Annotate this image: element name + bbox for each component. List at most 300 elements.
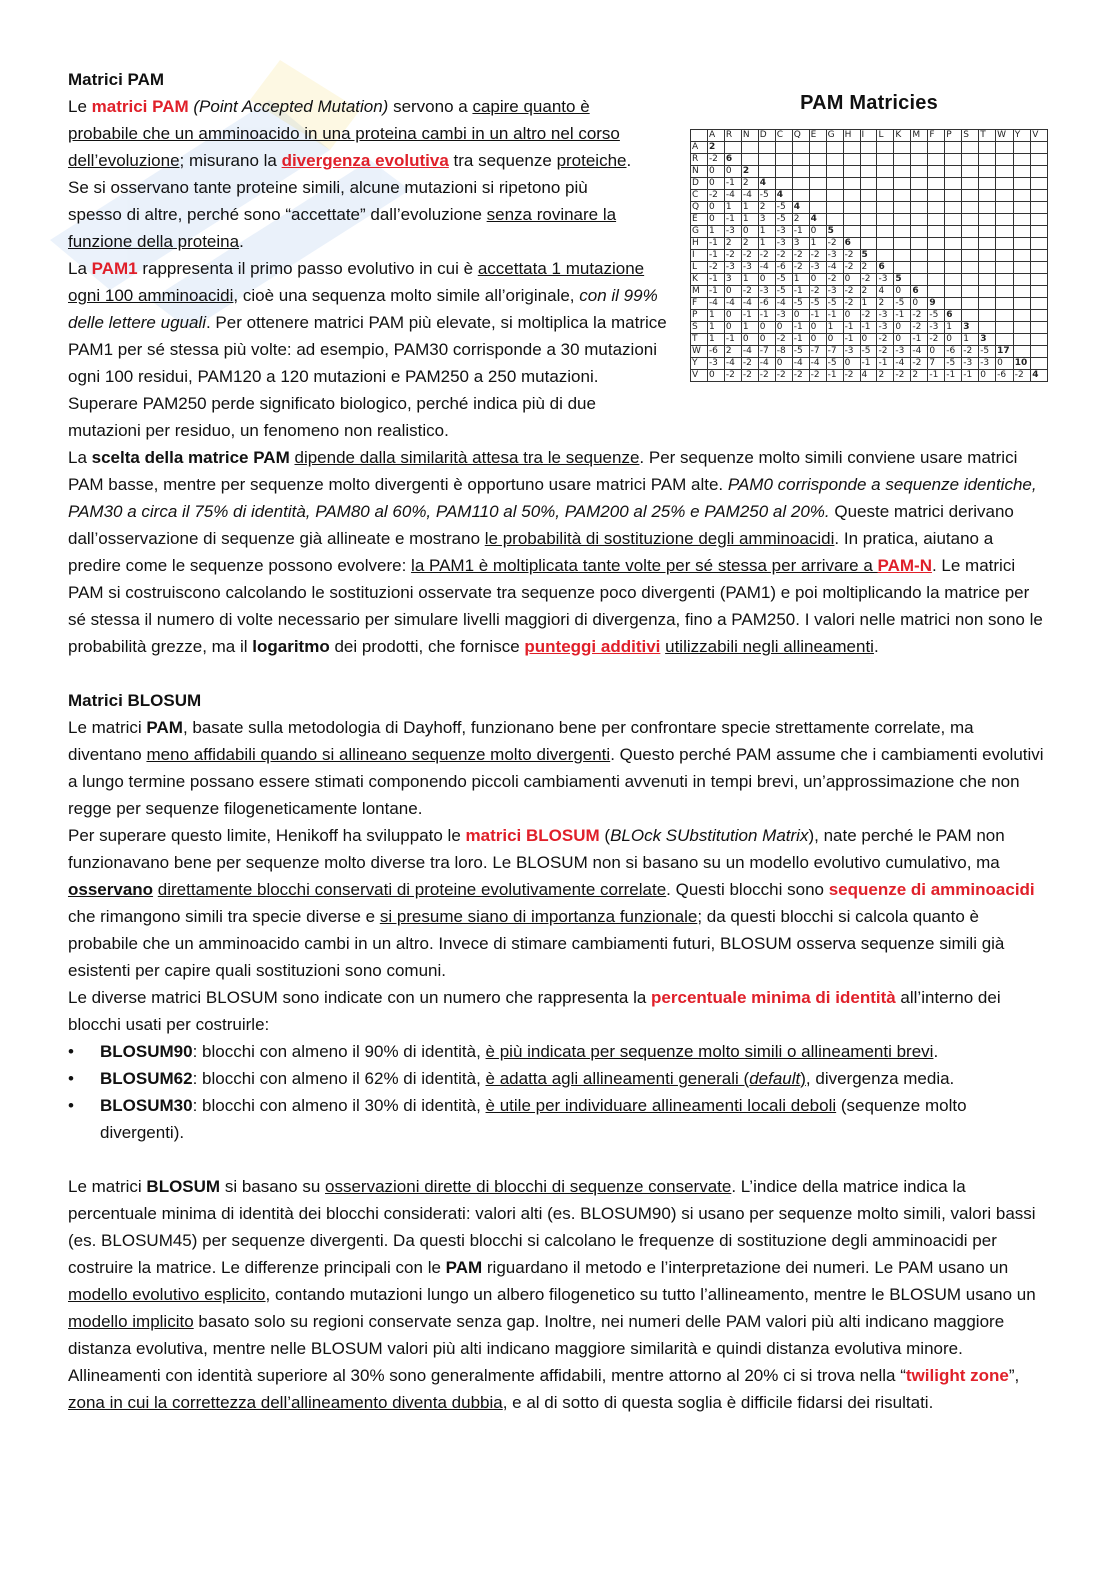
matrix-cell: -2 — [843, 370, 860, 382]
matrix-cell: -1 — [792, 334, 809, 346]
row-header: S — [691, 322, 708, 334]
matrix-cell — [979, 154, 996, 166]
matrix-cell — [826, 214, 843, 226]
matrix-cell — [894, 142, 911, 154]
pam1-paragraph: La PAM1 rappresenta il primo passo evolutivo in cui è accettata 1 mutazione ogni 100 amminoacidi, cioè una sequenza molto simile all’originale, con il 99% delle lettere uguali. Per ottenere matrici PAM più elevate, si moltiplica la matrice PAM1 per sé stessa più volte: ad esempio, PAM30 corrisponde a 30 mutazioni ogni 100 residui, PAM120 a 120 mutazioni e PAM250 a 250 mutazioni. Superare PAM250 perde significato biologico, perché indica più di due mutazioni per residuo, un fenomeno non realistico. — [68, 259, 667, 440]
matrix-cell — [877, 214, 894, 226]
column-header: H — [843, 130, 860, 142]
matrix-cell: 3 — [979, 334, 996, 346]
matrix-cell — [928, 238, 945, 250]
matrix-cell — [1031, 262, 1048, 274]
table-row — [691, 286, 1048, 298]
matrix-cell — [1013, 250, 1031, 262]
matrix-cell — [1013, 202, 1031, 214]
matrix-cell: -2 — [707, 154, 724, 166]
matrix-cell — [1013, 298, 1031, 310]
matrix-cell — [928, 274, 945, 286]
matrix-cell: 0 — [911, 298, 928, 310]
matrix-cell: -2 — [843, 286, 860, 298]
matrix-cell: 1 — [707, 310, 724, 322]
matrix-cell: -2 — [741, 286, 758, 298]
column-header: D — [758, 130, 775, 142]
matrix-cell: 2 — [707, 142, 724, 154]
matrix-cell — [894, 166, 911, 178]
matrix-cell: 6 — [945, 310, 962, 322]
matrix-cell — [1031, 298, 1048, 310]
row-header: F — [691, 298, 708, 310]
column-header: C — [775, 130, 792, 142]
row-header: L — [691, 262, 708, 274]
matrix-cell — [911, 178, 928, 190]
matrix-cell: -4 — [911, 346, 928, 358]
matrix-cell — [928, 178, 945, 190]
matrix-cell — [809, 142, 826, 154]
matrix-cell — [962, 298, 979, 310]
matrix-cell — [945, 226, 962, 238]
list-item: • BLOSUM30: blocchi con almeno il 30% di identità, è utile per individuare allineamenti locali deboli (sequenze molto divergenti). — [100, 1092, 1048, 1146]
matrix-cell: -6 — [707, 346, 724, 358]
matrix-cell: 6 — [911, 286, 928, 298]
matrix-cell: -3 — [843, 346, 860, 358]
matrix-cell: -3 — [826, 250, 843, 262]
matrix-cell: 1 — [741, 202, 758, 214]
matrix-cell — [911, 238, 928, 250]
row-header: A — [691, 142, 708, 154]
matrix-cell — [877, 250, 894, 262]
list-item: • BLOSUM62: blocchi con almeno il 62% di identità, è adatta agli allineamenti generali (default), divergenza media. — [100, 1065, 1048, 1092]
blosum-intro-paragraph: Le matrici PAM, basate sulla metodologia di Dayhoff, funzionano bene per confrontare specie strettamente correlate, ma diventano meno affidabili quando si allineano sequenze molto divergenti. Questo perché PAM assume che i cambiamenti evolutivi a lungo termine possano essere stimati componendo piccoli cambiamenti avvenuti in tempi brevi, un’approssimazione che non regge per sequenze filogeneticamente lontane. — [68, 718, 1044, 818]
matrix-cell — [1013, 142, 1031, 154]
row-header: T — [691, 334, 708, 346]
table-corner-cell — [691, 130, 708, 142]
matrix-cell: -2 — [928, 334, 945, 346]
matrix-cell — [1013, 322, 1031, 334]
matrix-cell: -2 — [707, 262, 724, 274]
matrix-cell: -4 — [724, 298, 741, 310]
matrix-cell: 1 — [741, 274, 758, 286]
table-row — [691, 202, 1048, 214]
matrix-cell — [860, 178, 877, 190]
matrix-cell — [911, 250, 928, 262]
matrix-cell: 1 — [826, 322, 843, 334]
matrix-cell — [962, 310, 979, 322]
matrix-cell: -3 — [724, 262, 741, 274]
matrix-cell: -1 — [894, 310, 911, 322]
matrix-cell: -2 — [758, 370, 775, 382]
matrix-cell — [962, 274, 979, 286]
table-row — [691, 370, 1048, 382]
matrix-cell: 9 — [928, 298, 945, 310]
matrix-cell: -5 — [945, 358, 962, 370]
matrix-cell: 0 — [792, 310, 809, 322]
matrix-cell — [979, 298, 996, 310]
matrix-cell: 17 — [996, 346, 1014, 358]
matrix-cell: -3 — [877, 322, 894, 334]
table-row — [691, 274, 1048, 286]
matrix-cell — [928, 154, 945, 166]
matrix-cell — [843, 142, 860, 154]
column-header: G — [826, 130, 843, 142]
table-row — [691, 298, 1048, 310]
matrix-cell: 0 — [809, 334, 826, 346]
matrix-cell — [1031, 190, 1048, 202]
matrix-cell — [962, 238, 979, 250]
matrix-cell — [962, 190, 979, 202]
figure-title: PAM Matricies — [800, 92, 938, 114]
matrix-cell: -4 — [826, 262, 843, 274]
matrix-cell — [962, 142, 979, 154]
column-header: W — [996, 130, 1014, 142]
matrix-cell — [945, 250, 962, 262]
matrix-cell — [860, 166, 877, 178]
matrix-cell: 3 — [724, 274, 741, 286]
matrix-cell: 0 — [758, 274, 775, 286]
matrix-cell: 0 — [775, 322, 792, 334]
table-header-row — [691, 130, 1048, 142]
matrix-cell — [792, 166, 809, 178]
matrix-cell: 1 — [707, 322, 724, 334]
matrix-cell: -1 — [962, 370, 979, 382]
matrix-cell — [979, 214, 996, 226]
matrix-cell: -1 — [911, 334, 928, 346]
matrix-cell: 1 — [860, 298, 877, 310]
matrix-cell — [1031, 202, 1048, 214]
matrix-cell: 0 — [996, 358, 1014, 370]
matrix-cell — [860, 226, 877, 238]
matrix-cell — [758, 166, 775, 178]
table-row — [691, 142, 1048, 154]
matrix-cell — [826, 154, 843, 166]
column-header: K — [894, 130, 911, 142]
matrix-cell — [996, 142, 1014, 154]
matrix-cell — [979, 310, 996, 322]
matrix-cell: -3 — [707, 358, 724, 370]
column-header: T — [979, 130, 996, 142]
matrix-cell — [911, 190, 928, 202]
matrix-cell: 4 — [758, 178, 775, 190]
row-header: K — [691, 274, 708, 286]
matrix-cell: -1 — [741, 310, 758, 322]
matrix-cell — [792, 142, 809, 154]
matrix-cell: -1 — [860, 358, 877, 370]
matrix-cell — [843, 202, 860, 214]
matrix-cell — [1031, 238, 1048, 250]
matrix-cell: 3 — [962, 322, 979, 334]
matrix-cell — [996, 166, 1014, 178]
matrix-cell: -3 — [758, 286, 775, 298]
matrix-cell: -4 — [724, 190, 741, 202]
matrix-cell — [928, 214, 945, 226]
matrix-cell — [860, 238, 877, 250]
matrix-cell: -3 — [962, 358, 979, 370]
matrix-cell — [894, 262, 911, 274]
matrix-cell: -5 — [979, 346, 996, 358]
matrix-cell: -5 — [860, 346, 877, 358]
column-header: Q — [792, 130, 809, 142]
matrix-cell — [911, 262, 928, 274]
matrix-cell — [1013, 262, 1031, 274]
matrix-cell — [996, 334, 1014, 346]
row-header: E — [691, 214, 708, 226]
matrix-cell — [809, 202, 826, 214]
matrix-cell: -2 — [843, 298, 860, 310]
matrix-cell: 0 — [724, 310, 741, 322]
bullet-icon: • — [68, 1096, 74, 1115]
matrix-cell: -1 — [707, 274, 724, 286]
matrix-cell: -2 — [911, 310, 928, 322]
matrix-cell — [945, 142, 962, 154]
matrix-cell: -4 — [741, 298, 758, 310]
list-item: • BLOSUM90: blocchi con almeno il 90% di identità, è più indicata per sequenze molto simili o allineamenti brevi. — [100, 1038, 1048, 1065]
table-row — [691, 358, 1048, 370]
matrix-cell: 0 — [894, 322, 911, 334]
matrix-cell: -2 — [962, 346, 979, 358]
matrix-cell — [894, 178, 911, 190]
matrix-cell: -1 — [792, 226, 809, 238]
matrix-cell — [860, 202, 877, 214]
matrix-cell — [826, 142, 843, 154]
blosum-numbering-paragraph: Le diverse matrici BLOSUM sono indicate con un numero che rappresenta la percentuale minima di identità all’interno dei blocchi usati per costruirle: — [68, 988, 1001, 1034]
column-header: N — [741, 130, 758, 142]
matrix-cell — [996, 262, 1014, 274]
matrix-cell: 1 — [758, 238, 775, 250]
matrix-cell: -5 — [792, 298, 809, 310]
matrix-cell — [996, 298, 1014, 310]
matrix-cell — [894, 250, 911, 262]
matrix-cell — [1031, 334, 1048, 346]
matrix-cell: -4 — [707, 298, 724, 310]
table-row — [691, 322, 1048, 334]
column-header: R — [724, 130, 741, 142]
matrix-cell: 2 — [911, 370, 928, 382]
matrix-cell: -2 — [826, 274, 843, 286]
row-header: D — [691, 178, 708, 190]
matrix-cell: 0 — [758, 334, 775, 346]
matrix-cell — [877, 238, 894, 250]
matrix-cell — [979, 274, 996, 286]
matrix-cell: 1 — [741, 322, 758, 334]
column-header: S — [962, 130, 979, 142]
matrix-cell: -1 — [843, 334, 860, 346]
table-row — [691, 238, 1048, 250]
table-row — [691, 346, 1048, 358]
matrix-cell: -4 — [894, 358, 911, 370]
matrix-cell — [945, 298, 962, 310]
matrix-cell: 0 — [707, 178, 724, 190]
matrix-cell: -2 — [775, 250, 792, 262]
matrix-cell: -4 — [758, 358, 775, 370]
bullet-icon: • — [68, 1069, 74, 1088]
matrix-cell — [826, 190, 843, 202]
matrix-cell: -5 — [826, 358, 843, 370]
matrix-cell: -3 — [877, 274, 894, 286]
matrix-cell: 4 — [775, 190, 792, 202]
table-row — [691, 178, 1048, 190]
matrix-cell — [1031, 346, 1048, 358]
table-row — [691, 166, 1048, 178]
matrix-cell: -2 — [894, 370, 911, 382]
matrix-cell: -2 — [792, 370, 809, 382]
matrix-cell — [928, 226, 945, 238]
matrix-cell: -1 — [826, 370, 843, 382]
matrix-cell: -3 — [877, 310, 894, 322]
matrix-cell — [928, 250, 945, 262]
matrix-cell: -2 — [707, 190, 724, 202]
matrix-cell: -5 — [928, 310, 945, 322]
matrix-cell: -4 — [724, 358, 741, 370]
matrix-cell — [996, 274, 1014, 286]
matrix-cell: 1 — [792, 274, 809, 286]
matrix-cell — [792, 190, 809, 202]
matrix-cell — [996, 286, 1014, 298]
matrix-cell — [979, 202, 996, 214]
matrix-cell — [1013, 238, 1031, 250]
row-header: V — [691, 370, 708, 382]
matrix-cell — [979, 322, 996, 334]
matrix-cell: 5 — [894, 274, 911, 286]
matrix-cell: 2 — [741, 178, 758, 190]
row-header: R — [691, 154, 708, 166]
matrix-cell: 0 — [741, 334, 758, 346]
matrix-cell — [979, 142, 996, 154]
column-header: V — [1031, 130, 1048, 142]
matrix-cell — [928, 142, 945, 154]
matrix-cell — [996, 190, 1014, 202]
table-row — [691, 154, 1048, 166]
matrix-cell: -1 — [945, 370, 962, 382]
matrix-cell: 0 — [860, 334, 877, 346]
matrix-cell: -6 — [758, 298, 775, 310]
row-header: C — [691, 190, 708, 202]
matrix-cell: 3 — [758, 214, 775, 226]
pam-intro-paragraph: Le matrici PAM (Point Accepted Mutation) servono a capire quanto è probabile che un amminoacido in una proteina cambi in un altro nel corso dell’evoluzione; misurano la divergenza evolutiva tra sequenze proteiche. Se si osservano tante proteine simili, alcune mutazioni si ripetono più spesso di altre, perché sono “accettate” dall’evoluzione senza rovinare la funzione della proteina. — [68, 97, 632, 251]
matrix-cell: -6 — [996, 370, 1014, 382]
column-header: A — [707, 130, 724, 142]
matrix-cell: -5 — [775, 286, 792, 298]
matrix-cell — [996, 310, 1014, 322]
matrix-cell — [945, 178, 962, 190]
matrix-cell: 0 — [894, 334, 911, 346]
matrix-cell — [962, 202, 979, 214]
matrix-cell — [724, 142, 741, 154]
matrix-cell — [758, 154, 775, 166]
matrix-cell — [996, 322, 1014, 334]
matrix-cell — [945, 214, 962, 226]
matrix-cell — [1031, 310, 1048, 322]
matrix-cell: -2 — [809, 250, 826, 262]
matrix-cell — [1031, 214, 1048, 226]
matrix-cell: -5 — [775, 202, 792, 214]
row-header: H — [691, 238, 708, 250]
matrix-cell: 6 — [877, 262, 894, 274]
matrix-cell: -3 — [826, 286, 843, 298]
matrix-cell: -5 — [792, 346, 809, 358]
matrix-cell: -4 — [809, 358, 826, 370]
row-header: P — [691, 310, 708, 322]
matrix-cell — [979, 262, 996, 274]
matrix-cell: 5 — [826, 226, 843, 238]
matrix-cell — [979, 166, 996, 178]
matrix-cell: 2 — [741, 238, 758, 250]
matrix-cell: -1 — [826, 310, 843, 322]
matrix-cell: 2 — [792, 214, 809, 226]
henikoff-paragraph: Per superare questo limite, Henikoff ha sviluppato le matrici BLOSUM (BLOck SUbstitution Matrix), nate perché le PAM non funzionavano bene per sequenze molto diverse tra loro. Le BLOSUM non si basano su un modello evolutivo cumulativo, ma osservano direttamente blocchi conservati di proteine evolutivamente correlate. Questi blocchi sono sequenze di amminoacidi che rimangono simili tra specie diverse e si presume siano di importanza funzionale; da questi blocchi si calcola quanto è probabile che un amminoacido cambi in un altro. Invece di stimare cambiamenti futuri, BLOSUM osserva sequenze simili già esistenti per capire quali sostituzioni sono comuni. — [68, 826, 1035, 980]
matrix-cell: 0 — [724, 166, 741, 178]
matrix-cell: 0 — [945, 334, 962, 346]
matrix-cell — [758, 142, 775, 154]
matrix-cell — [911, 202, 928, 214]
section-title-pam: Matrici PAM — [68, 70, 165, 89]
matrix-cell: 0 — [809, 226, 826, 238]
matrix-cell — [962, 250, 979, 262]
matrix-cell: -6 — [945, 346, 962, 358]
matrix-cell — [996, 178, 1014, 190]
matrix-cell — [996, 250, 1014, 262]
matrix-cell: -1 — [809, 310, 826, 322]
matrix-cell: 5 — [860, 250, 877, 262]
matrix-cell — [979, 286, 996, 298]
matrix-cell: 0 — [758, 322, 775, 334]
matrix-cell: -3 — [979, 358, 996, 370]
row-header: N — [691, 166, 708, 178]
pam-choice-paragraph: La scelta della matrice PAM dipende dalla similarità attesa tra le sequenze. Per sequenze molto simili conviene usare matrici PAM basse, mentre per sequenze molto divergenti è opportuno usare matrici PAM alte. PAM0 corrisponde a sequenze identiche, PAM30 a circa il 75% di identità, PAM80 al 60%, PAM110 al 50%, PAM200 al 25% e PAM250 al 20%. Queste matrici derivano dall’osservazione di sequenze già allineate e mostrano le probabilità di sostituzione degli amminoacidi. In pratica, aiutano a predire come le sequenze possono evolvere: la PAM1 è moltiplicata tante volte per sé stessa per arrivare a PAM-N. Le matrici PAM si costruiscono calcolando le sostituzioni osservate tra sequenze poco divergenti (PAM1) e poi moltiplicando la matrice per sé stessa il numero di volte necessario per simulare livelli maggiori di divergenza, fino a PAM250. I valori nelle matrici non sono le probabilità grezze, ma il logaritmo dei prodotti, che fornisce punteggi additivi utilizzabili negli allineamenti. — [68, 448, 1043, 656]
matrix-cell — [979, 250, 996, 262]
matrix-cell: 10 — [1013, 358, 1031, 370]
matrix-cell: -4 — [758, 262, 775, 274]
matrix-cell — [741, 154, 758, 166]
matrix-cell: -2 — [877, 334, 894, 346]
matrix-cell — [1013, 274, 1031, 286]
matrix-cell: -2 — [741, 370, 758, 382]
matrix-cell — [1031, 274, 1048, 286]
matrix-cell: -1 — [792, 286, 809, 298]
matrix-cell: 1 — [758, 226, 775, 238]
blosum-list — [68, 1038, 1048, 1146]
matrix-cell: 6 — [843, 238, 860, 250]
matrix-cell: 0 — [843, 358, 860, 370]
row-header: M — [691, 286, 708, 298]
matrix-cell — [945, 202, 962, 214]
matrix-cell — [928, 286, 945, 298]
pam-matrix-table — [690, 129, 1048, 382]
matrix-cell: -1 — [707, 286, 724, 298]
matrix-cell — [996, 214, 1014, 226]
matrix-cell — [775, 154, 792, 166]
table-row — [691, 226, 1048, 238]
matrix-cell — [894, 238, 911, 250]
matrix-cell — [1031, 250, 1048, 262]
matrix-cell: 1 — [707, 334, 724, 346]
matrix-cell — [775, 142, 792, 154]
matrix-cell: 2 — [724, 346, 741, 358]
matrix-cell — [775, 166, 792, 178]
matrix-cell — [809, 154, 826, 166]
matrix-cell: -2 — [775, 370, 792, 382]
matrix-cell — [1013, 190, 1031, 202]
matrix-cell: -2 — [843, 262, 860, 274]
matrix-cell — [1031, 166, 1048, 178]
matrix-cell — [928, 202, 945, 214]
matrix-cell: 1 — [724, 202, 741, 214]
matrix-cell — [1031, 358, 1048, 370]
matrix-cell — [843, 178, 860, 190]
matrix-cell: 0 — [826, 334, 843, 346]
matrix-cell: -3 — [724, 226, 741, 238]
matrix-cell: -3 — [775, 226, 792, 238]
row-header: G — [691, 226, 708, 238]
matrix-cell: -1 — [707, 238, 724, 250]
row-header: I — [691, 250, 708, 262]
